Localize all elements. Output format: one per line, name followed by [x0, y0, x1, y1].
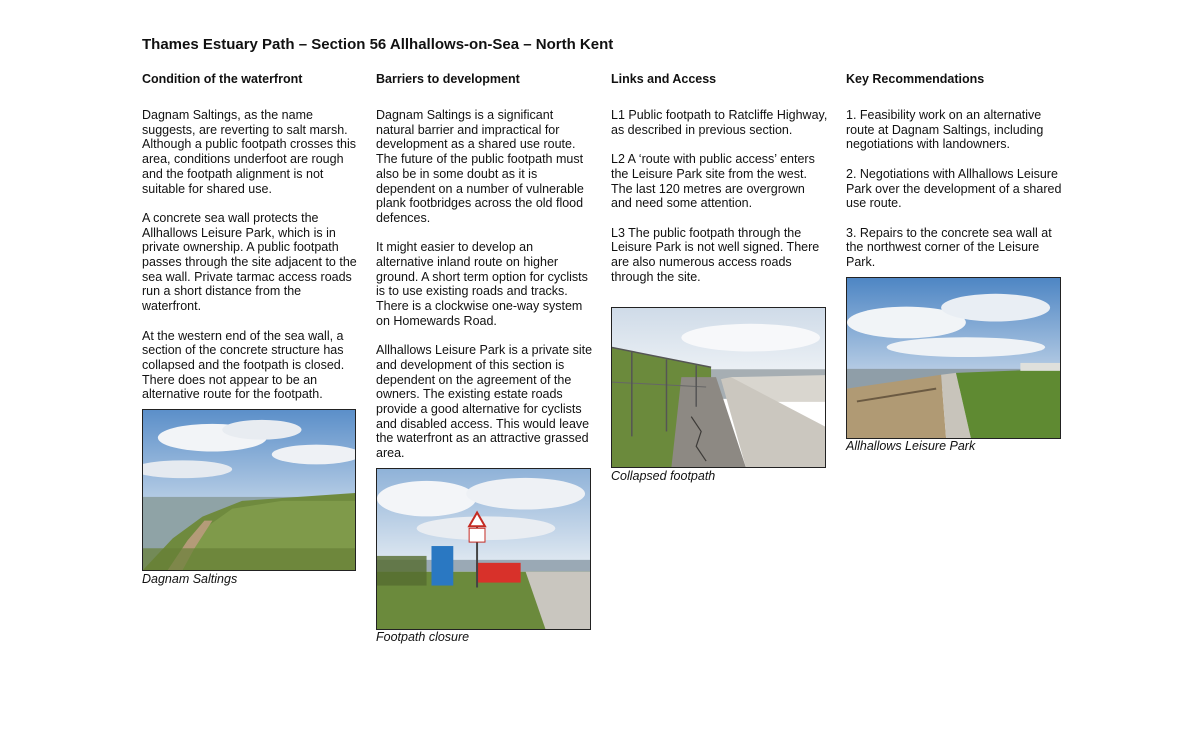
column-heading: Key Recommendations [846, 72, 985, 86]
photo-caption: Collapsed footpath [611, 469, 716, 483]
column-links-and-access [611, 71, 829, 299]
photo-caption: Footpath closure [376, 630, 470, 644]
page-title: Thames Estuary Path – Section 56 Allhallows-on-Sea – North Kent [142, 36, 614, 53]
paragraph: 1. Feasibility work on an alternative route at Dagnam Saltings, including negotiations with landowners. [846, 108, 1044, 152]
paragraph: Allhallows Leisure Park is a private site and development of this section is dependent on the agreement of the owners. The existing estate roads provide a good alternative for cyclists and disabled access. This would leave the waterfront as an attractive grassed area. [376, 343, 593, 461]
column-heading: Condition of the waterfront [142, 72, 303, 86]
column-key-recommendations [846, 71, 1064, 284]
column-heading: Barriers to development [376, 72, 520, 86]
paragraph: L3 The public footpath through the Leisure Park is not well signed. There are also numerous access roads through the site. [611, 225, 820, 284]
photo-caption: Dagnam Saltings [142, 572, 238, 586]
leisure-park-photo [846, 277, 1061, 439]
paragraph: 2. Negotiations with Allhallows Leisure Park over the development of a shared use route. [846, 166, 1062, 211]
paragraph: Dagnam Saltings is a significant natural barrier and impractical for development as a shared use route. The future of the public footpath must also be in some doubt as it is dependent on a number of vulnerable plank footbridges across the old flood defences. [376, 108, 584, 225]
paragraph: A concrete sea wall protects the Allhallows Leisure Park, which is in private ownership. A public footpath passes through the site adjacent to the sea wall. Private tarmac access roads run a short distance from the waterfront. [142, 210, 357, 314]
collapsed-footpath-photo [611, 307, 826, 468]
photo-caption: Allhallows Leisure Park [846, 439, 976, 453]
paragraph: 3. Repairs to the concrete sea wall at the northwest corner of the Leisure Park. [846, 225, 1052, 269]
column-barriers-to-development [376, 71, 594, 476]
paragraph: At the western end of the sea wall, a section of the concrete structure has collapsed and the footpath is closed. There does not appear to be an alternative route for the footpath. [142, 328, 345, 402]
paragraph: L1 Public footpath to Ratcliffe Highway, as described in previous section. [611, 108, 828, 137]
column-heading: Links and Access [611, 72, 717, 86]
paragraph: L2 A ‘route with public access’ enters the Leisure Park site from the west. The last 120 metres are overgrown and need some attention. [611, 152, 815, 211]
paragraph: Dagnam Saltings, as the name suggests, are reverting to salt marsh. Although a public footpath crosses this area, conditions underfoot are rough and the footpath alignment is not suitable for shared use. [142, 108, 357, 196]
column-condition-of-waterfront [142, 71, 360, 417]
paragraph: It might easier to develop an alternative inland route on higher ground. A short term option for cyclists is to use existing roads and tracks. There is a clockwise one-way system on Homewards Road. [376, 240, 588, 328]
footpath-closure-photo [376, 468, 591, 630]
dagnam-saltings-photo [142, 409, 356, 571]
